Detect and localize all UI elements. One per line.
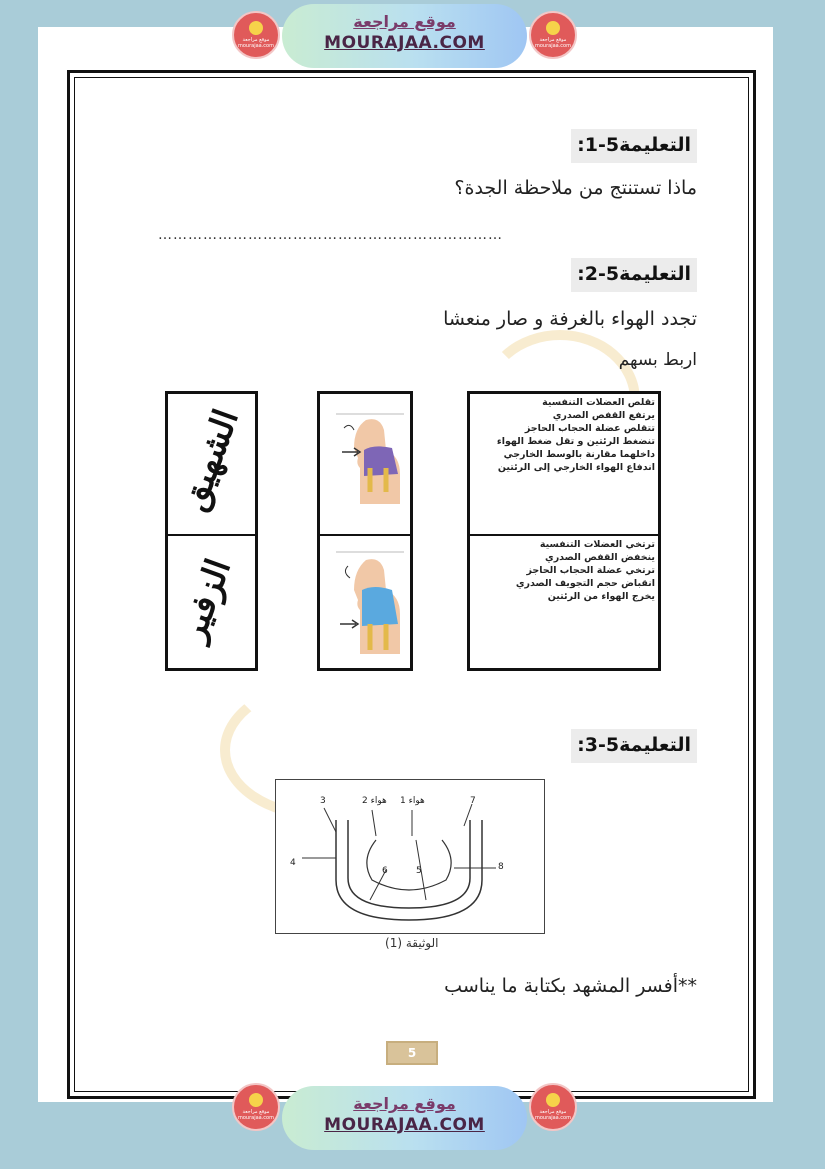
diagram-label: 4	[290, 858, 296, 868]
site-name-ar: موقع مراجعة	[353, 1094, 456, 1113]
exhale-description-list	[516, 538, 655, 603]
list-item: اندفاع الهواء الخارجي إلى الرئتين	[497, 462, 655, 473]
section3-task: **أفسر المشهد بكتابة ما يناسب	[444, 975, 697, 997]
image-column-box	[317, 391, 413, 671]
list-item: ترتخي عضلة الحجاب الحاجز	[526, 565, 655, 576]
diagram-label: 6	[382, 866, 388, 876]
site-name-ar: موقع مراجعة	[353, 12, 456, 31]
site-banner-top[interactable]	[282, 4, 527, 68]
logo-badge-icon: موقع مراجعة mourajaa.com	[232, 1083, 280, 1131]
logo-badge-icon: موقع مراجعة mourajaa.com	[529, 11, 577, 59]
site-name-en: MOURAJAA.COM	[324, 33, 485, 53]
page-number: 5	[386, 1041, 438, 1065]
exhale-illustration-icon	[326, 544, 406, 664]
section2-statement: تجدد الهواء بالغرفة و صار منعشا	[443, 308, 697, 330]
site-banner-bottom[interactable]	[282, 1086, 527, 1150]
section1-heading: التعليمة5-1:	[571, 129, 697, 163]
site-name-en: MOURAJAA.COM	[324, 1115, 485, 1135]
inhale-illustration-icon	[326, 408, 406, 518]
diagram-label: هواء 2	[362, 796, 387, 806]
logo-badge-icon: موقع مراجعة mourajaa.com	[232, 11, 280, 59]
list-item: تنضغط الرئتين و تقل ضغط الهواء	[496, 436, 655, 447]
logo-badge-icon: موقع مراجعة mourajaa.com	[529, 1083, 577, 1131]
breathing-diagram	[275, 779, 545, 934]
inhale-description-list	[497, 396, 655, 474]
section2-instruction: اربط بسهم	[618, 350, 697, 370]
word-inhale: الشهيق	[173, 404, 247, 516]
diagram-caption: الوثيقة (1)	[385, 936, 439, 950]
diagram-label: 3	[320, 796, 326, 806]
list-item: تقلص العضلات التنفسية	[542, 397, 655, 408]
section3-heading: التعليمة5-3:	[571, 729, 697, 763]
list-item: يرتفع القفص الصدري	[552, 410, 655, 421]
section2-heading: التعليمة5-2:	[571, 258, 697, 292]
answer-line: ……………………………………………………………	[158, 227, 503, 243]
list-item: تتقلص عضلة الحجاب الحاجز	[524, 423, 655, 434]
list-item: ترتخي العضلات التنفسية	[539, 539, 655, 550]
diagram-label: هواء 1	[400, 796, 425, 806]
list-item: يخرج الهواء من الرئتين	[547, 591, 655, 602]
diagram-label: 8	[498, 862, 504, 872]
diagram-label: 7	[470, 796, 476, 806]
list-item: انقباض حجم التجويف الصدري	[515, 578, 655, 589]
list-item: ينخفض القفص الصدري	[544, 552, 655, 563]
diagram-label: 5	[416, 866, 422, 876]
word-exhale: الزفير	[172, 553, 240, 647]
list-item: داخلهما مقارنة بالوسط الخارجي	[503, 449, 655, 460]
section1-question: ماذا تستنتج من ملاحظة الجدة؟	[454, 177, 697, 199]
